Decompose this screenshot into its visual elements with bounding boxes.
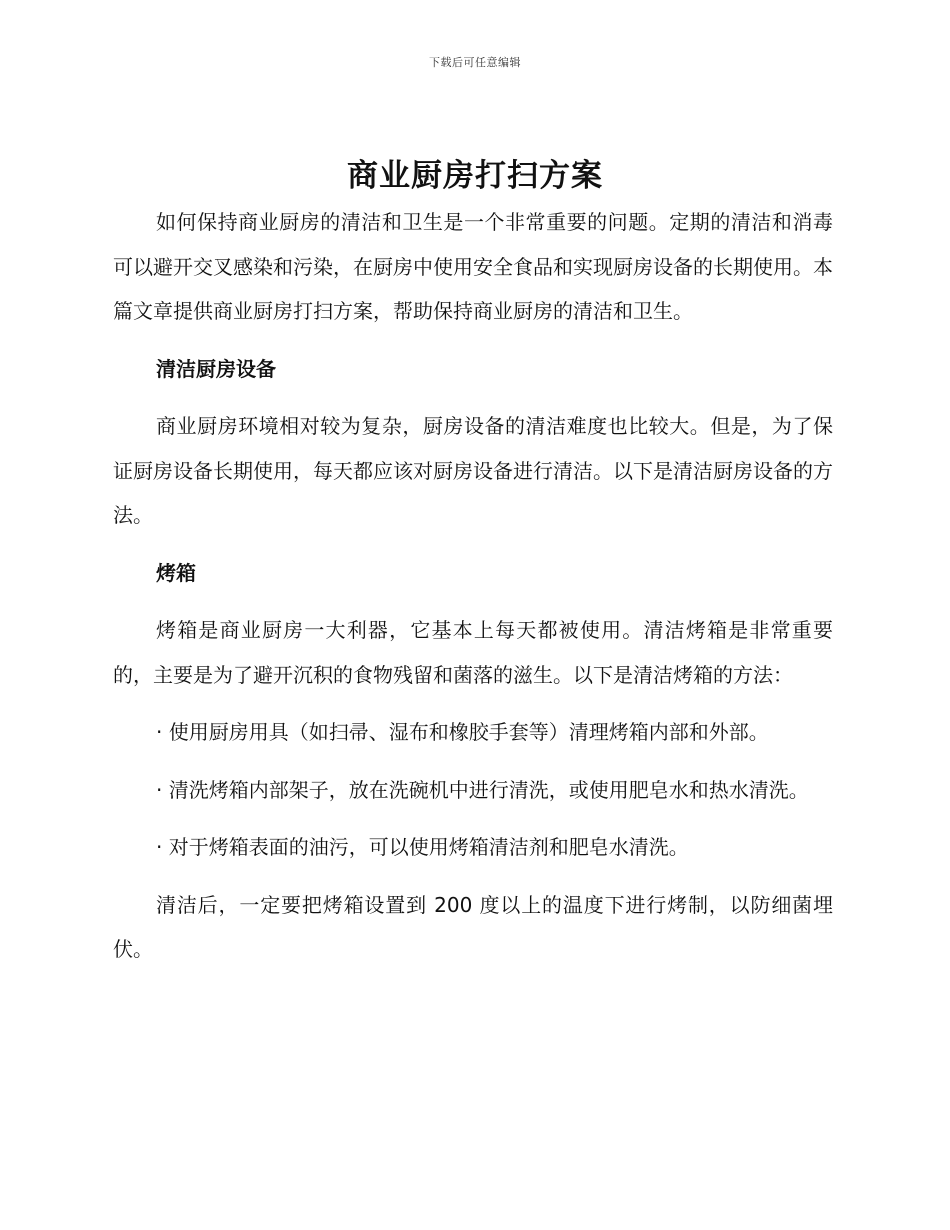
- intro-paragraph: 如何保持商业厨房的清洁和卫生是一个非常重要的问题。定期的清洁和消毒可以避开交叉感染和污染，在厨房中使用安全食品和实现厨房设备的长期使用。本篇文章提供商业厨房打扫方案，帮助保持商业厨房的清洁和卫生。: [113, 210, 833, 323]
- header-note: 下载后可任意编辑: [429, 56, 521, 69]
- oven-bullet-3: · 对于烤箱表面的油污，可以使用烤箱清洁剂和肥皂水清洗。: [156, 835, 689, 859]
- kitchen-equipment-paragraph: 商业厨房环境相对较为复杂，厨房设备的清洁难度也比较大。但是，为了保证厨房设备长期使用，每天都应该对厨房设备进行清洁。以下是清洁厨房设备的方法。: [113, 414, 833, 527]
- document-body: [113, 200, 833, 972]
- document-title: 商业厨房打扫方案: [347, 158, 603, 194]
- oven-bullet-1: · 使用厨房用具（如扫帚、湿布和橡胶手套等）清理烤箱内部和外部。: [156, 720, 769, 744]
- oven-closing-paragraph: 清洁后，一定要把烤箱设置到 200 度以上的温度下进行烤制，以防细菌埋伏。: [113, 892, 833, 961]
- oven-bullet-2: · 清洗烤箱内部架子，放在洗碗机中进行清洗，或使用肥皂水和热水清洗。: [156, 777, 809, 802]
- section-heading-oven: 烤箱: [156, 560, 196, 585]
- oven-paragraph: 烤箱是商业厨房一大利器，它基本上每天都被使用。清洁烤箱是非常重要的，主要是为了避开沉积的食物残留和菌落的滋生。以下是清洁烤箱的方法：: [113, 618, 833, 687]
- section-heading-kitchen-equipment: 清洁厨房设备: [156, 356, 276, 381]
